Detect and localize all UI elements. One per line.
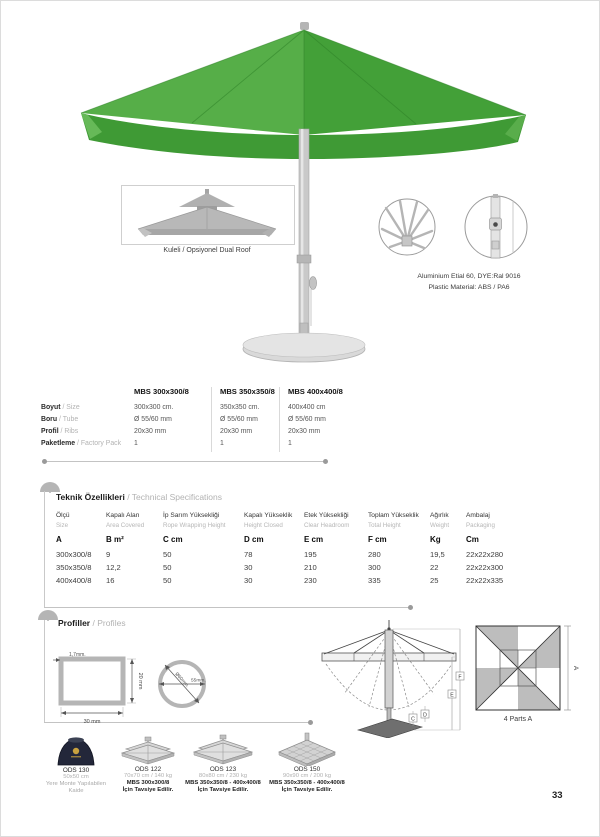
tech-specs-table	[56, 512, 530, 589]
cell: 400x400/8	[56, 576, 92, 585]
base-slabs-drawing	[116, 736, 180, 766]
cell: Ø 55/60 mm	[134, 416, 172, 423]
dual-roof-caption: Kuleli / Opsiyonel Dual Roof	[163, 247, 251, 254]
dim-f: F	[458, 674, 462, 681]
cell: 30	[244, 563, 253, 572]
runner-knob	[493, 222, 498, 227]
cell: 1	[220, 440, 224, 447]
cell: Ø 55/60 mm	[220, 416, 258, 423]
tube-profile-drawing	[149, 647, 225, 723]
profiles-title: Profiller / Profiles	[58, 618, 126, 628]
column-subheader: Size	[56, 522, 69, 529]
cell: 50	[163, 563, 172, 572]
cell: 25	[430, 576, 439, 585]
cell: 280	[368, 550, 381, 559]
materials-line2: Plastic Material: ABS / PA6	[428, 283, 510, 291]
cell: 300x300/8	[56, 550, 92, 559]
cell: 50	[163, 550, 172, 559]
column-unit: E cm	[304, 535, 324, 544]
column-subheader: Weight	[430, 522, 450, 529]
width-label: 30 mm	[83, 719, 101, 725]
tech-column	[106, 512, 163, 589]
rect-profile	[61, 659, 123, 703]
tech-column	[430, 512, 466, 589]
hub-center	[402, 236, 412, 246]
row-label: Paketleme / Factory Pack	[41, 440, 122, 447]
rect-profile-drawing	[51, 645, 163, 727]
cell: 1	[134, 440, 138, 447]
row-label: Boyut / Size	[41, 404, 80, 411]
cell: 22x22x280	[466, 550, 504, 559]
materials-line1: Aluminium Etial 60, DYE:Ral 9016	[417, 273, 521, 280]
pole-top-cap	[493, 194, 498, 198]
column-unit: A	[56, 535, 62, 544]
column-header: Toplam Yükseklik	[368, 512, 419, 519]
column-header: MBS 400x400/8	[288, 387, 343, 396]
detail-circles	[373, 191, 541, 269]
plan-side-label: A	[572, 665, 579, 671]
cell: 12,2	[106, 563, 121, 572]
materials-caption	[386, 272, 552, 293]
section-border-bottom	[44, 607, 412, 608]
cell: 20x30 mm	[288, 428, 321, 435]
models-column-3	[279, 387, 351, 452]
canopy-plan-diagram	[468, 622, 580, 714]
column-header: Ağırlık	[430, 512, 449, 519]
column-header: Ambalaj	[466, 512, 490, 519]
diameter-label: Ø60mm.	[173, 671, 190, 690]
round-base-top	[243, 333, 365, 357]
base-ods-130: ODS 130 50x50 cm Yere Monte Yapılabilen Kaide	[41, 734, 111, 794]
column-subheader: Rope Wrapping Height	[163, 522, 226, 529]
column-subheader: Area Covered	[106, 522, 145, 529]
pole-upper	[385, 630, 393, 708]
column-header: Ölçü	[56, 512, 70, 519]
dim-e: E	[450, 692, 454, 699]
column-unit: C cm	[163, 535, 183, 544]
base-dome-drawing	[41, 734, 111, 767]
base-ods-150: ODS 150 90x90 cm / 200 kg MBS 350x350/8 - 400x400/8 İçin Tavsiye Edilir.	[265, 732, 349, 793]
cell: 22	[430, 563, 439, 572]
base-slabs-drawing	[188, 734, 258, 766]
column-unit: F cm	[368, 535, 387, 544]
column-header: MBS 350x350/8	[220, 387, 275, 396]
dual-roof-drawing	[122, 186, 292, 242]
pole	[299, 129, 309, 351]
dual-roof-skirt	[138, 229, 276, 235]
section-border-left	[44, 491, 45, 607]
column-header: Kapalı Yükseklik	[244, 512, 293, 519]
cell: 9	[106, 550, 111, 559]
cell: 230	[304, 576, 317, 585]
dual-roof-upper	[179, 193, 235, 207]
column-header: Kapalı Alan	[106, 512, 140, 519]
cell: 400x400 cm	[288, 404, 326, 411]
column-header: Etek Yüksekliği	[304, 512, 349, 519]
tech-column	[163, 512, 244, 589]
cell: 30	[244, 576, 253, 585]
side-view-diagram	[314, 614, 466, 738]
column-unit: Kg	[430, 535, 441, 544]
cell: 300x300 cm.	[134, 404, 174, 411]
column-subheader: Height Closed	[244, 522, 283, 529]
canopy-left-facet	[81, 30, 304, 135]
cell: 50	[163, 576, 172, 585]
cell: 300	[368, 563, 381, 572]
pole-highlight	[301, 129, 303, 351]
column-subheader: Clear Headroom	[304, 522, 350, 529]
cell: 16	[106, 576, 115, 585]
models-column-1	[134, 387, 211, 452]
column-unit: D cm	[244, 535, 264, 544]
column-unit: B m²	[106, 535, 124, 544]
tech-column	[244, 512, 304, 589]
tech-column	[466, 512, 530, 589]
base-ods-122: ODS 122 70x70 cm / 140 kg MBS 300x300/8 İçin Tavsiye Edilir.	[113, 736, 183, 793]
tech-column	[56, 512, 106, 589]
pole-joint	[297, 255, 311, 263]
tech-specs-title: Teknik Özellikleri / Technical Specifications	[56, 492, 223, 502]
cell: 20x30 mm	[220, 428, 253, 435]
models-label-column	[41, 387, 134, 452]
tech-column	[304, 512, 368, 589]
wall-thickness-label: 1,7mm.	[69, 652, 86, 658]
inner-diameter-label: 55mm.	[191, 678, 206, 684]
canopy-right-facet	[304, 30, 526, 135]
height-label: 20 mm	[137, 672, 143, 690]
dim-c: C	[411, 716, 415, 723]
column-header: MBS 300x300/8	[134, 387, 189, 396]
cell: 78	[244, 550, 253, 559]
cell: 22x22x300	[466, 563, 504, 572]
column-subheader: Total Height	[368, 522, 401, 529]
cell: 22x22x335	[466, 576, 504, 585]
cell: Ø 55/60 mm	[288, 416, 326, 423]
base-grid-drawing	[270, 732, 344, 766]
cell	[41, 387, 134, 404]
row-label: Profil / Ribs	[41, 428, 79, 435]
base-ods-123: ODS 123 80x80 cm / 230 kg MBS 350x350/8 - 400x400/8 İçin Tavsiye Edilir.	[182, 734, 264, 793]
section-border-left	[44, 620, 45, 722]
dim-d: D	[423, 712, 427, 719]
hub-detail-circle	[379, 199, 435, 255]
divider	[43, 461, 327, 462]
column-header: İp Sarım Yüksekliği	[163, 512, 220, 519]
models-table	[41, 387, 351, 452]
dual-roof-box	[121, 185, 295, 245]
row-label: Boru / Tube	[41, 416, 79, 423]
canopy-plan-caption: 4 Parts A	[503, 716, 533, 723]
tech-column	[368, 512, 430, 589]
cell: 1	[288, 440, 292, 447]
cell: 350x350/8	[56, 563, 92, 572]
umbrella-icon	[37, 608, 59, 621]
cell: 335	[368, 576, 381, 585]
cell: 350x350 cm.	[220, 404, 260, 411]
finial-icon	[300, 22, 309, 30]
cell: 20x30 mm	[134, 428, 167, 435]
page-number: 33	[552, 790, 563, 801]
cell: 19,5	[430, 550, 445, 559]
crank-handle	[309, 277, 316, 290]
column-subheader: Packaging	[466, 522, 495, 529]
cell: 210	[304, 563, 317, 572]
cell: 195	[304, 550, 317, 559]
models-column-2	[211, 387, 279, 452]
column-unit: Cm	[466, 535, 479, 544]
pole-clip	[492, 241, 499, 249]
